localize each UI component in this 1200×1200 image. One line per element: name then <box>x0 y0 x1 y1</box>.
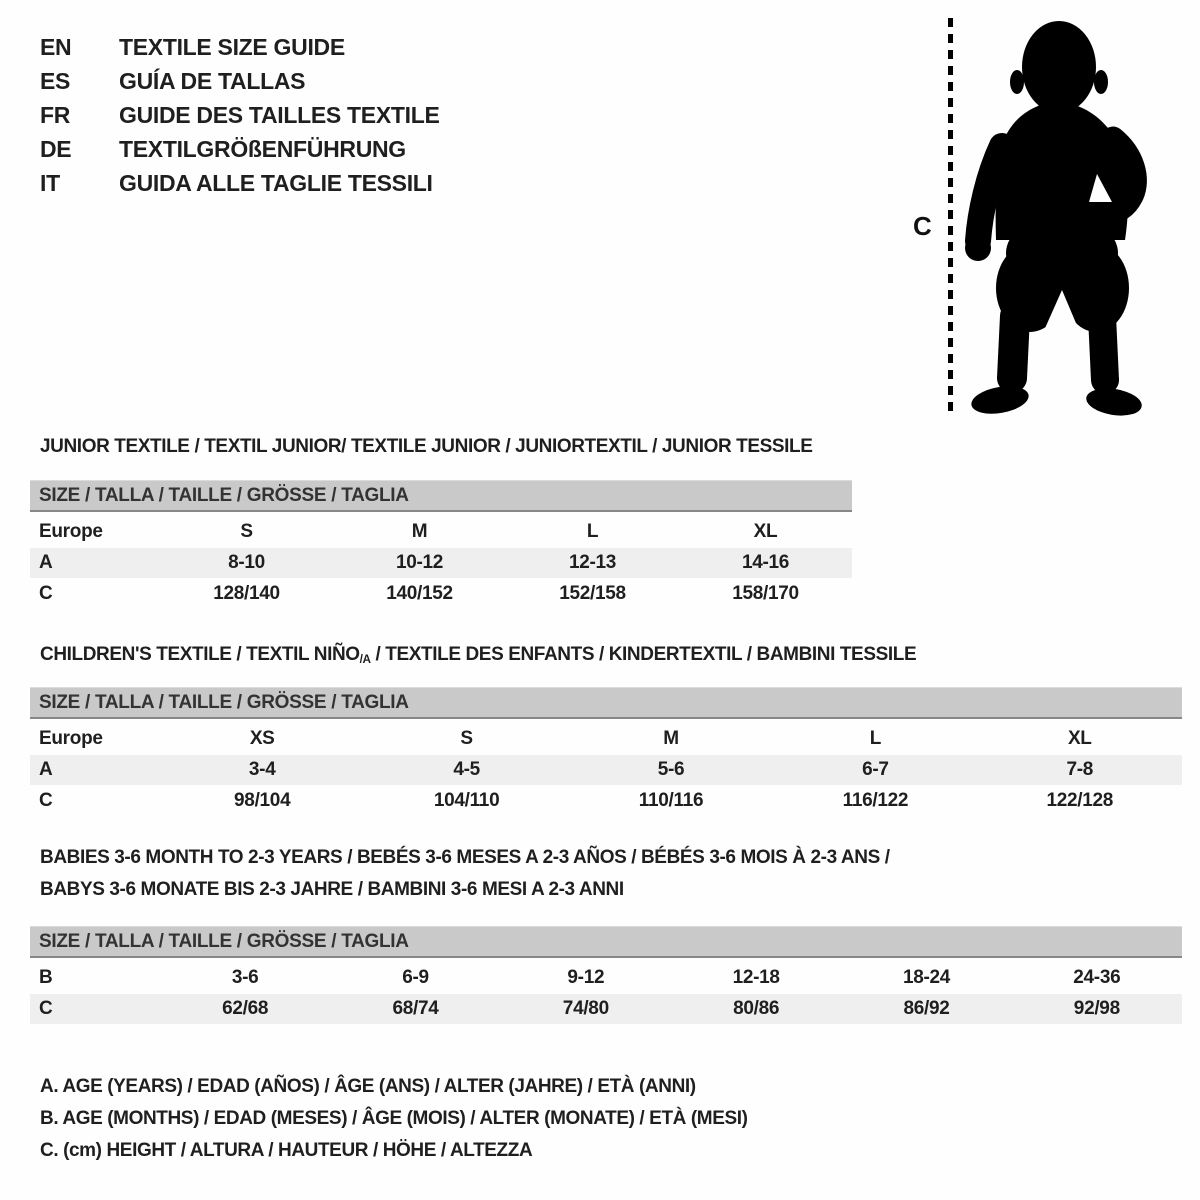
row-label: C <box>39 790 53 811</box>
table-row <box>30 724 1182 754</box>
language-title: TEXTILGRÖßENFÜHRUNG <box>119 136 406 162</box>
table-cell: 128/140 <box>213 583 280 604</box>
section-title-subscript: /A <box>359 653 371 666</box>
language-row <box>40 98 440 132</box>
language-row <box>40 166 440 200</box>
language-title: TEXTILE SIZE GUIDE <box>119 34 345 60</box>
table-row <box>30 579 852 609</box>
table-body <box>30 517 852 609</box>
table-row <box>30 786 1182 816</box>
language-row <box>40 30 440 64</box>
language-code: ES <box>40 68 71 94</box>
language-code: EN <box>40 34 72 60</box>
section-title-text: CHILDREN'S TEXTILE / TEXTIL NIÑO <box>40 644 360 665</box>
table-cell: 24-36 <box>1073 967 1121 988</box>
table-cell: 104/110 <box>433 790 500 811</box>
table-cell: S <box>460 728 473 749</box>
table-cell: 158/170 <box>732 583 799 604</box>
table-cell: 3-4 <box>248 759 276 780</box>
table-cell: 140/152 <box>386 583 453 604</box>
table-cell: 10-12 <box>395 552 444 573</box>
table-row <box>30 994 1182 1024</box>
table-cell: 98/104 <box>234 790 291 811</box>
table-cell: 3-6 <box>231 967 259 988</box>
row-label: A <box>39 759 53 780</box>
toddler-figure <box>900 8 1200 428</box>
table-cell: 122/128 <box>1046 790 1114 811</box>
table-cell: 74/80 <box>562 998 609 1019</box>
table-row <box>30 963 1182 993</box>
table-body <box>30 724 1182 816</box>
language-code: FR <box>40 102 71 128</box>
table-cell: L <box>869 728 882 749</box>
size-table-babies <box>30 926 1182 1025</box>
table-cell: L <box>586 521 599 542</box>
language-row <box>40 132 440 166</box>
language-title: GUIDA ALLE TAGLIE TESSILI <box>119 170 433 196</box>
table-cell: 12-18 <box>732 967 780 988</box>
table-cell: XS <box>249 728 275 749</box>
table-cell: 7-8 <box>1066 759 1094 780</box>
table-cell: 12-13 <box>568 552 617 573</box>
toddler-silhouette-icon <box>965 21 1144 419</box>
size-table-children <box>30 687 1182 817</box>
section-title-babies-line2: BABYS 3-6 MONATE BIS 2-3 JAHRE / BAMBINI 3-6 MESI A 2-3 ANNI <box>40 879 624 900</box>
table-cell: 9-12 <box>567 967 605 988</box>
height-measure-label: C <box>913 211 932 241</box>
table-row <box>30 548 852 578</box>
section-title-babies-line1: BABIES 3-6 MONTH TO 2-3 YEARS / BEBÉS 3-6 MESES A 2-3 AÑOS / BÉBÉS 3-6 MOIS À 2-3 ANS / <box>40 847 890 868</box>
table-cell: XL <box>753 521 778 542</box>
table-cell: 18-24 <box>902 967 951 988</box>
size-header-bar: SIZE / TALLA / TAILLE / GRÖSSE / TAGLIA <box>30 926 1182 958</box>
table-cell: S <box>240 521 253 542</box>
row-label: Europe <box>39 521 103 542</box>
language-title: GUIDE DES TAILLES TEXTILE <box>119 102 440 128</box>
table-cell: 8-10 <box>228 552 265 573</box>
legend-line-age-months: B. AGE (MONTHS) / EDAD (MESES) / ÂGE (MOIS) / ALTER (MONATE) / ETÀ (MESI) <box>40 1108 748 1129</box>
table-cell: XL <box>1067 728 1092 749</box>
table-cell: 4-5 <box>453 759 480 780</box>
size-table-junior <box>30 480 852 610</box>
size-header-bar: SIZE / TALLA / TAILLE / GRÖSSE / TAGLIA <box>30 480 852 512</box>
section-title-children <box>40 644 916 666</box>
table-cell: 152/158 <box>559 583 626 604</box>
table-cell: 80/86 <box>733 998 780 1019</box>
section-title-text: / TEXTILE DES ENFANTS / KINDERTEXTIL / BAMBINI TESSILE <box>370 644 917 665</box>
table-cell: 110/116 <box>638 790 704 811</box>
table-cell: 5-6 <box>657 759 685 780</box>
row-label: Europe <box>39 728 103 749</box>
language-code: IT <box>40 170 60 196</box>
language-title: GUÍA DE TALLAS <box>119 68 306 94</box>
table-cell: 92/98 <box>1073 998 1120 1019</box>
table-row <box>30 517 852 547</box>
table-cell: 86/92 <box>903 998 950 1019</box>
language-code: DE <box>40 136 72 162</box>
table-cell: M <box>411 521 428 542</box>
legend-line-age-years: A. AGE (YEARS) / EDAD (AÑOS) / ÂGE (ANS) / ALTER (JAHRE) / ETÀ (ANNI) <box>40 1076 696 1097</box>
section-title-junior: JUNIOR TEXTILE / TEXTIL JUNIOR/ TEXTILE JUNIOR / JUNIORTEXTIL / JUNIOR TESSILE <box>40 436 813 457</box>
language-title-list <box>40 30 440 200</box>
table-cell: 6-7 <box>862 759 889 780</box>
legend <box>40 1071 748 1167</box>
table-cell: 6-9 <box>402 967 429 988</box>
language-row <box>40 64 440 98</box>
table-cell: 62/68 <box>222 998 269 1019</box>
row-label: C <box>39 998 53 1019</box>
table-cell: M <box>663 728 679 749</box>
table-row <box>30 755 1182 785</box>
legend-line-height: C. (cm) HEIGHT / ALTURA / HAUTEUR / HÖHE / ALTEZZA <box>40 1140 533 1161</box>
row-label: A <box>39 552 53 573</box>
table-cell: 116/122 <box>842 790 909 811</box>
size-header-bar: SIZE / TALLA / TAILLE / GRÖSSE / TAGLIA <box>30 687 1182 719</box>
row-label: B <box>39 967 53 988</box>
row-label: C <box>39 583 53 604</box>
table-cell: 68/74 <box>392 998 439 1019</box>
table-body <box>30 963 1182 1024</box>
table-cell: 14-16 <box>741 552 790 573</box>
